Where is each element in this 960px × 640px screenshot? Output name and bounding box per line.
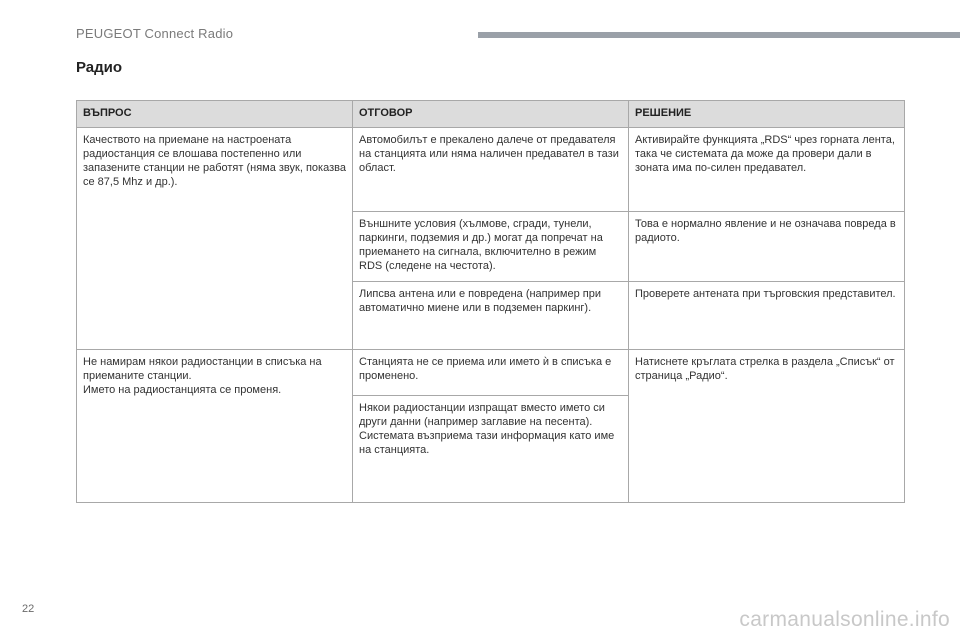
solution-cell: Това е нормално явление и не означава повреда в радиото.: [629, 212, 905, 282]
watermark: carmanualsonline.info: [739, 608, 950, 631]
solution-cell: Натиснете кръглата стрелка в раздела „Списък“ от страница „Радио“.: [629, 350, 905, 503]
table-row: [77, 128, 905, 212]
header-divider-bar: [478, 32, 960, 38]
faq-table: [76, 100, 905, 503]
answer-cell: Станцията не се приема или името ѝ в списъка е променено.: [353, 350, 629, 396]
answer-cell: Автомобилът е прекалено далече от предавателя на станцията или няма наличен предавател в тази област.: [353, 128, 629, 212]
table-row: [77, 350, 905, 396]
question-cell: Не намирам някои радиостанции в списъка на приеманите станции. Името на радиостанцията се променя.: [77, 350, 353, 503]
answer-cell: Липсва антена или е повредена (например при автоматично миене или в подземен паркинг).: [353, 282, 629, 350]
solution-cell: Активирайте функцията „RDS“ чрез горната лента, така че системата да може да провери дали в зоната има по-силен предавател.: [629, 128, 905, 212]
header-brand: PEUGEOT Connect Radio: [76, 26, 234, 41]
answer-cell: Някои радиостанции изпращат вместо името си други данни (например заглавие на песента). Системата възприема тази информация като име на станцията.: [353, 396, 629, 503]
solution-cell: Проверете антената при търговския представител.: [629, 282, 905, 350]
page-title: Радио: [76, 59, 123, 76]
page-number: 22: [22, 603, 35, 615]
answer-cell: Външните условия (хълмове, сгради, тунели, паркинги, подземия и др.) могат да попречат на приемането на сигнала, включително в режим RDS (следене на честота).: [353, 212, 629, 282]
table-header-row: [77, 101, 905, 128]
column-header-solution: РЕШЕНИЕ: [629, 101, 905, 128]
question-cell: Качеството на приемане на настроената радиостанция се влошава постепенно или запазените станции не работят (няма звук, показва се 87,5 Mhz и др.).: [77, 128, 353, 350]
column-header-question: ВЪПРОС: [77, 101, 353, 128]
column-header-answer: ОТГОВОР: [353, 101, 629, 128]
